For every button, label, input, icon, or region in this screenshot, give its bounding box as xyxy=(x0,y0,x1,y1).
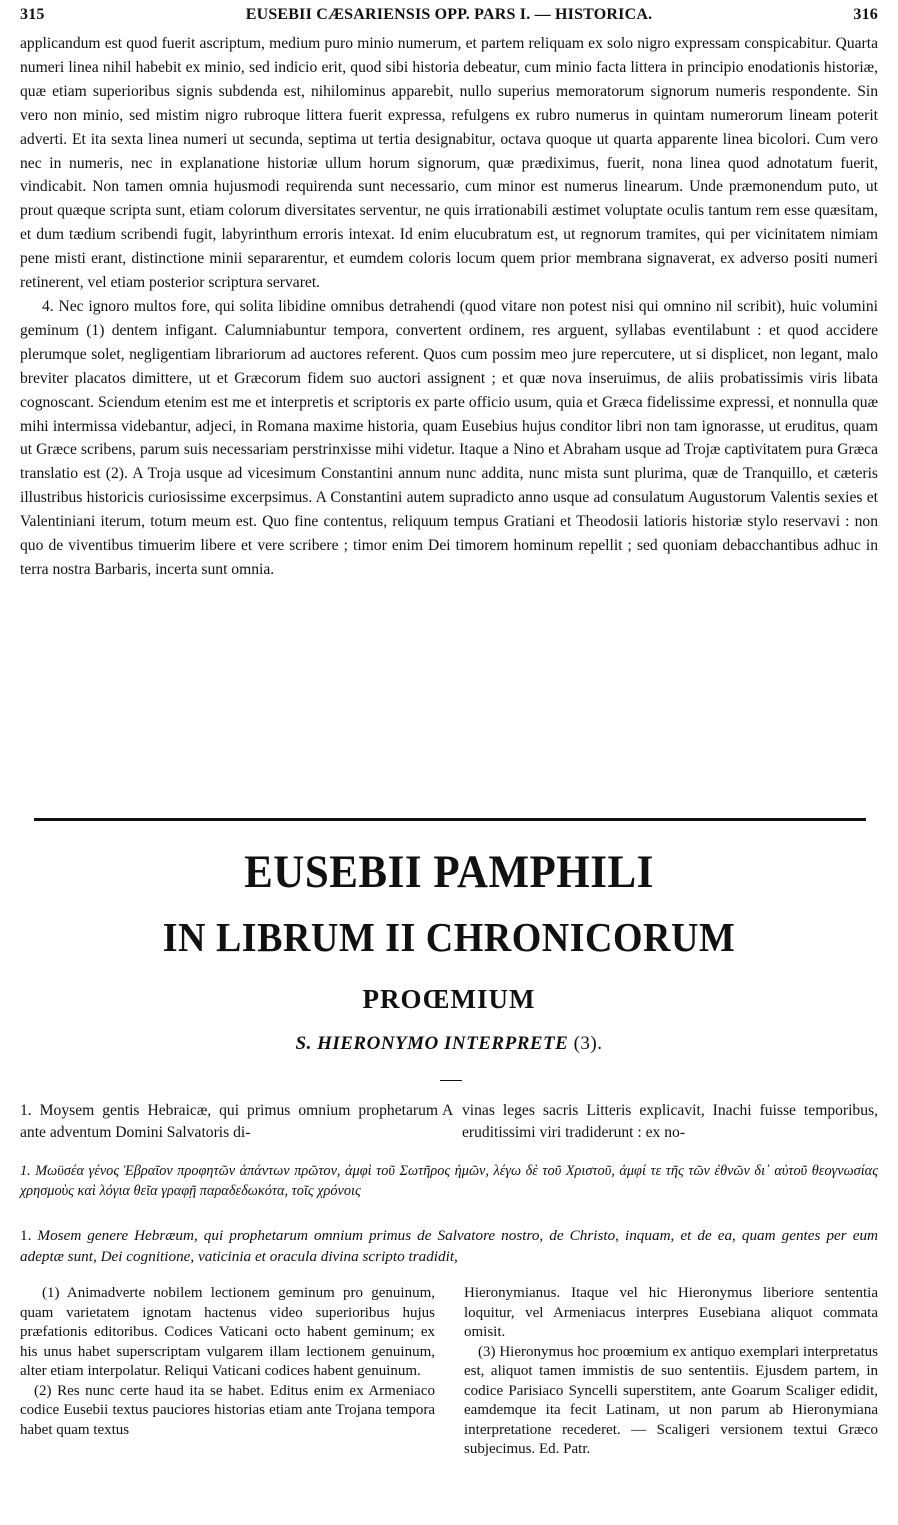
section-title-line2: IN LIBRUM II CHRONICORUM xyxy=(162,915,736,961)
column-marker: A xyxy=(442,1102,454,1119)
main-text xyxy=(20,32,878,582)
section-divider xyxy=(34,818,866,821)
footnotes-right-column xyxy=(464,1284,878,1460)
footnotes-left-column xyxy=(20,1284,435,1440)
section-heading: PROŒMIUM xyxy=(362,984,536,1014)
greek-text: 1. Μωϋσέα γένος Ἑβραῖον προφητῶν ἁπάντων πρῶτον, ἀμφὶ τοῦ Σωτῆρος ἡμῶν, λέγω δὲ τοῦ Χριστοῦ, ἀμφί τε τῆς τῶν ἐθνῶν δι᾽ αὐτοῦ θεογνωσίας χρησμοὺς καὶ λόγια θεῖα γραφῇ παραδεδωκότα, τοῖς χρόνοις xyxy=(20,1163,878,1199)
procemium-left-column: 1. Moysem gentis Hebraicæ, qui primus omnium prophetarum ante adventum Domini Salvatoris di- xyxy=(20,1102,438,1141)
page-number-right: 316 xyxy=(853,6,878,23)
footnote-3: (3) Hieronymus hoc proœmium ex antiquo exemplari interpretatus est, aliquot tamen immistis de suo sententiis. Ejusdem partem, in codice Parisiaco Syncelli superstitem, ante Goarum Scaliger edidit, eamdemque ita fecit Latinam, ut non parum ab Hieronymiana interpretatione recederet. — Scaligeri versionem textui Græco subjecimus. Ed. Patr. xyxy=(464,1343,878,1457)
paragraph-4: 4. Nec ignoro multos fore, qui solita libidine omnibus detrahendi (quod vitare non potest nisi qui omnino nil scribit), huic volumini geminum (1) dentem infigant. Calumniabuntur tempora, convertent ordinem, res arguent, syllabas eventilabunt : et quod accidere plerumque solet, negligentiam librariorum ad auctores referent. Quos cum possim meo jure repercutere, ut si displicet, non legant, malo breviter placatos dimittere, ut et Græcorum fidem suo auctori assignent ; et quæ nova inseruimus, de aliis probatissimis viris libata cognoscant. Sciendum etenim est me et interpretis et scriptoris ex parte officio usum, quia et Græca fidelissime expressi, et nonnulla quæ mihi intermissa videbantur, adjeci, in Romana maxime historia, quam Eusebius hujus conditor libri non tam ignorasse, ut eruditus, quam ut Græce scribens, parum suis necessariam perstrinxisse mihi videtur. Itaque a Nino et Abraham usque ad Trojæ captivitatem pura Græca translatio est (2). A Troja usque ad vicesimum Constantini annum nunc addita, nunc mista sunt plurima, quæ de Tranquillo, et cæteris illustribus historicis curiosissime excerpsimus. A Constantini autem supradicto anno usque ad consulatum Augustorum Valentis sexies et Valentiniani iterum, totum meum est. Quo fine contentus, reliquum tempus Gratiani et Theodosii latioris historiæ stylo reservavi : non quo de viventibus timuerim libere et vere scribere ; timor enim Dei timorem hominum repellit ; sed quoniam debacchantibus adhuc in terra nostra Barbaris, incerta sunt omnia. xyxy=(20,297,878,578)
subtitle-text: S. HIERONYMO INTERPRETE xyxy=(295,1033,569,1054)
running-title: EUSEBII CÆSARIENSIS OPP. PARS I. — HISTORICA. xyxy=(245,6,653,23)
footnote-2-continued: Hieronymianus. Itaque vel hic Hieronymus liberiore sententia loquitur, vel Armeniacus interpres Eusebiana aliquot commata omisit. xyxy=(464,1285,878,1340)
subtitle-footnote-ref: (3). xyxy=(573,1033,603,1054)
footnote-1: (1) Animadverte nobilem lectionem geminum pro genuinum, quam varietatem ignotam hactenus video superioribus hujus præfationis editoribus. Codices Vaticani octo habent geminum; ex his unus habet superscriptam vulgarem illam lectionem genuinum, alter etiam interpolatur. Reliqui Vaticani codices habent genuinum. xyxy=(20,1285,435,1379)
latin-text: Mosem genere Hebræum, qui prophetarum omnium primus de Salvatore nostro, de Christo, inquam, et de ea, quam gentes per eum adeptæ sunt, Dei cognitione, vaticinia et oracula divina scripto tradidit, xyxy=(20,1227,879,1265)
latin-number: 1. xyxy=(20,1227,32,1244)
page-number-left: 315 xyxy=(20,6,45,23)
paragraph-continued: applicandum est quod fuerit ascriptum, medium puro minio numerum, et partem reliquam ex solo nigro expressam conspicabitur. Quarta numeri linea nihil habebit ex minio, sed indicio erit, quod sibi historia debeatur, cum minio facta littera in principio enodationis historiæ, quæ etiam superioribus signis subdenda est, nihilominus apparebit, nullo superius memoratorum signorum numeris respondente. Sin vero non minio, sed mistim nigro rubroque littera fuerit expressa, refulgens ex rubro numerus in quintam numerorum lineam poterit adverti. Et ita sexta linea numeri ut secunda, septima ut tertia designabitur, octava quoque ut quarta apparente linea bicolori. Cum vero nec in numeris, nec in explanatione historiæ ullum horum signorum, quæ prædiximus, fuerit, nona linea quod adnotatum fuerit, vindicabit. Non tamen omnia hujusmodi requirenda sunt necessario, cum minor est numerus linearum. Unde præmonendum puto, ut prout quæque scripta sunt, etiam colorum diversitates serventur, ne quis irrationabili æstimet voluptate oculis tantum rem esse quæsitam, et dum tædium scribendi fugit, labyrinthum erroris intexat. Id enim elucubratum est, ut regnorum tramites, qui per vicinitatem nimiam pene misti erant, distinctione minii separarentur, et eumdem coloris locum quem prior membrana signaverat, ex adverso positi numeri retinerent, vel etiam posterior scriptura servaret. xyxy=(20,35,878,292)
procemium-right-column: vinas leges sacris Litteris explicavit, Inachi fuisse temporibus, eruditissimi viri tradiderunt : ex no- xyxy=(462,1102,878,1141)
short-rule xyxy=(440,1080,462,1081)
section-subtitle xyxy=(0,1033,898,1055)
section-title-line1: EUSEBII PAMPHILI xyxy=(244,847,654,898)
latin-version xyxy=(20,1225,878,1267)
footnote-2: (2) Res nunc certe haud ita se habet. Editus enim ex Armeniaco codice Eusebii textus pauciores historias etiam ante Trojana tempora habet quam textus xyxy=(20,1382,435,1438)
running-header xyxy=(20,6,878,30)
